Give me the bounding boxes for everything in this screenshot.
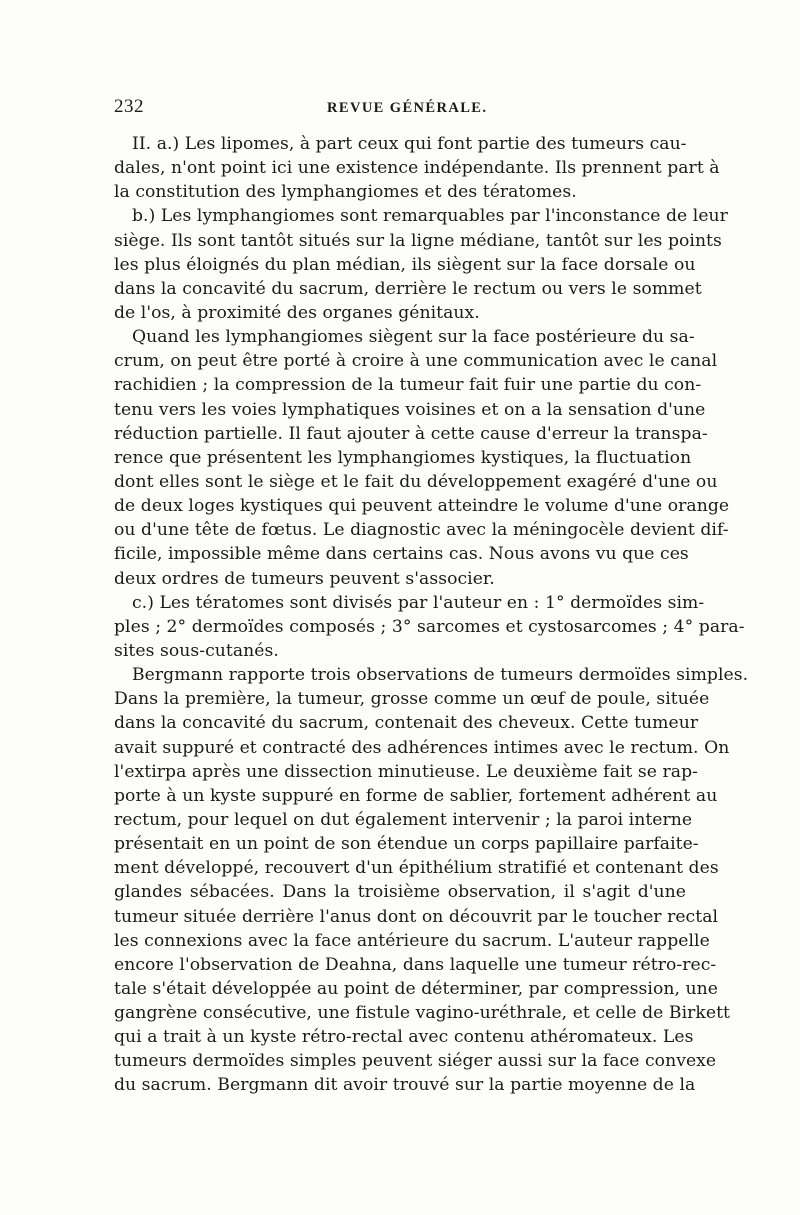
text-line: c.) Les tératomes sont divisés par l'auteur en : 1° dermoïdes sim- [132,592,705,613]
text-line: sites sous-cutanés. [114,640,279,661]
text-line: crum, on peut être porté à croire à une communication avec le canal [114,351,718,372]
text-line: deux ordres de tumeurs peuvent s'associer. [114,568,495,589]
text-line: dans la concavité du sacrum, contenait des cheveux. Cette tumeur [114,713,699,734]
text-line: l'extirpa après une dissection minutieuse. Le deuxième fait se rap- [114,761,698,782]
text-line: ficile, impossible même dans certains cas. Nous avons vu que ces [114,544,689,565]
text-line: porte à un kyste suppuré en forme de sablier, fortement adhérent au [114,785,718,806]
text-line: encore l'observation de Deahna, dans laquelle une tumeur rétro-rec- [114,954,717,975]
text-line: avait suppuré et contracté des adhérences intimes avec le rectum. On [114,737,730,758]
text-line: b.) Les lymphangiomes sont remarquables par l'inconstance de leur [132,206,728,227]
text-line: ples ; 2° dermoïdes composés ; 3° sarcomes et cystosarcomes ; 4° para- [114,616,745,637]
text-line: tumeurs dermoïdes simples peuvent siéger aussi sur la face convexe [114,1051,717,1072]
text-line: tumeur située derrière l'anus dont on découvrit par le toucher rectal [114,906,719,927]
text-line: ou d'une tête de fœtus. Le diagnostic avec la méningocèle devient dif- [114,520,729,541]
text-line: présentait en un point de son étendue un corps papillaire parfaite- [114,834,699,855]
text-line: la constitution des lymphangiomes et des tératomes. [114,182,577,203]
text-line: Dans la première, la tumeur, grosse comme un œuf de poule, située [114,689,710,710]
text-line: dont elles sont le siège et le fait du développement exagéré d'une ou [114,471,718,492]
running-head [114,96,686,122]
text-line: tenu vers les voies lymphatiques voisines et on a la sensation d'une [114,399,706,420]
text-line: du sacrum. Bergmann dit avoir trouvé sur la partie moyenne de la [114,1075,696,1096]
text-line: les plus éloignés du plan médian, ils siègent sur la face dorsale ou [114,254,696,275]
page-number: 232 [114,96,144,117]
text-line: réduction partielle. Il faut ajouter à cette cause d'erreur la transpa- [114,423,708,444]
text-line: rectum, pour lequel on dut également intervenir ; la paroi interne [114,809,693,830]
text-line: dans la concavité du sacrum, derrière le rectum ou vers le sommet [114,278,702,299]
text-line: gangrène consécutive, une fistule vagino-uréthrale, et celle de Birkett [114,1003,730,1024]
text-line: dales, n'ont point ici une existence indépendante. Ils prennent part à [114,158,720,179]
text-line: siège. Ils sont tantôt situés sur la ligne médiane, tantôt sur les points [114,230,722,251]
text-line: les connexions avec la face antérieure du sacrum. L'auteur rappelle [114,930,710,951]
text-line: Bergmann rapporte trois observations de tumeurs dermoïdes simples. [132,665,749,686]
text-line: rachidien ; la compression de la tumeur fait fuir une partie du con- [114,375,702,396]
text-line: II. a.) Les lipomes, à part ceux qui font partie des tumeurs cau- [132,134,687,154]
body-text [114,132,749,1098]
text-line: qui a trait à un kyste rétro-rectal avec contenu athéromateux. Les [114,1027,694,1048]
text-line: Quand les lymphangiomes siègent sur la face postérieure du sa- [132,327,695,348]
text-line: ment développé, recouvert d'un épithélium stratifié et contenant des [114,858,719,879]
running-title: REVUE GÉNÉRALE. [327,100,488,116]
text-line: rence que présentent les lymphangiomes kystiques, la fluctuation [114,447,692,468]
text-line: tale s'était développée au point de déterminer, par compression, une [114,978,718,999]
text-line: glandes sébacées. Dans la troisième observation, il s'agit d'une [114,882,686,903]
text-line: de l'os, à proximité des organes génitaux. [114,302,480,323]
text-line: de deux loges kystiques qui peuvent atteindre le volume d'une orange [114,496,730,517]
